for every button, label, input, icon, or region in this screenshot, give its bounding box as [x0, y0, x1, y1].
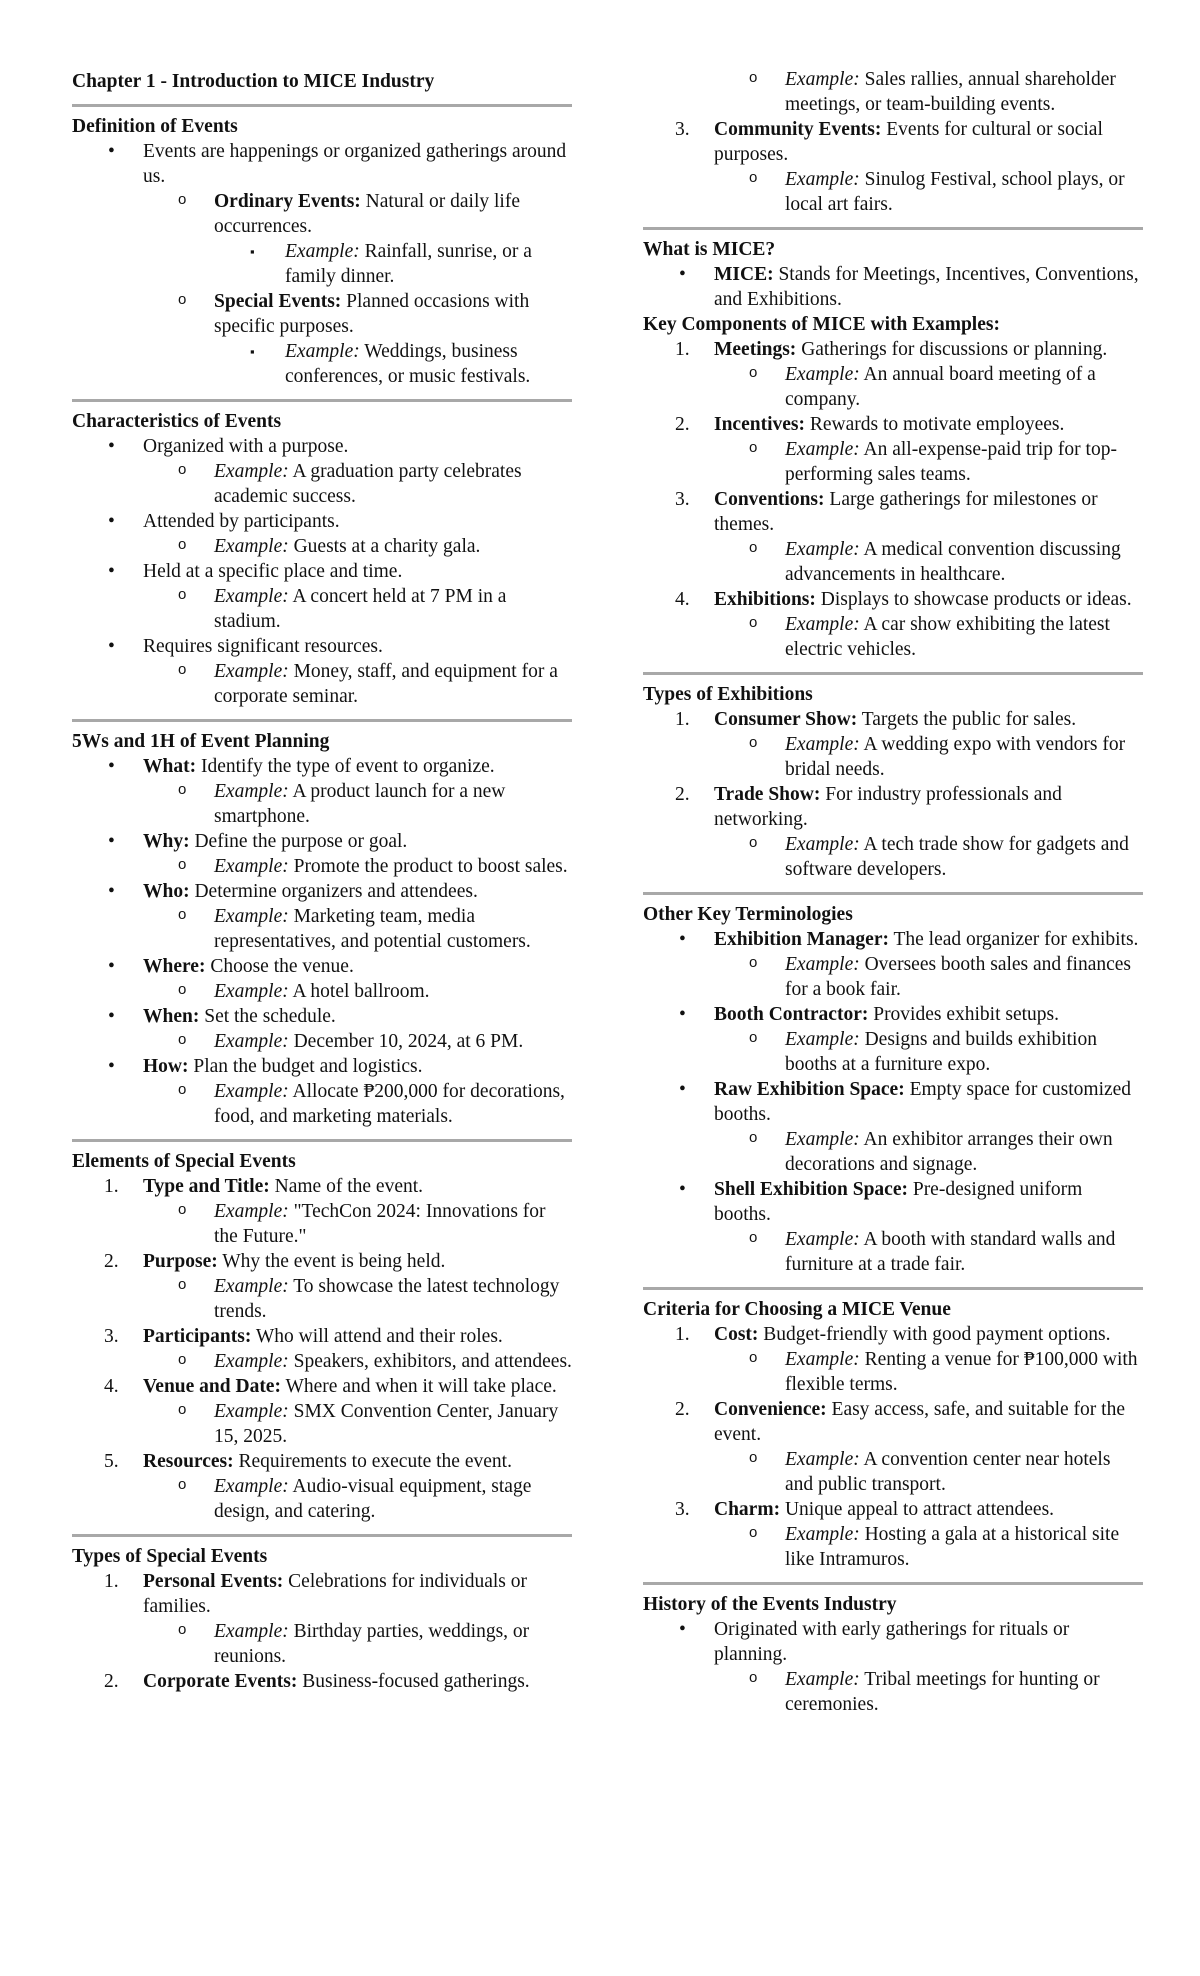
list-item: o Example: Oversees booth sales and finances for a book fair. [749, 954, 1132, 1000]
section-divider [72, 1534, 572, 1537]
list-item: • Booth Contractor: Provides exhibit setups. [679, 1004, 1060, 1025]
list-item: 1. Consumer Show: Targets the public for sales. [675, 709, 1077, 730]
list-item: o Example: Birthday parties, weddings, or reunions. [178, 1621, 530, 1667]
list-item: • When: Set the schedule. [108, 1006, 336, 1027]
section-heading: Elements of Special Events [72, 1151, 296, 1172]
list-item: o Example: Renting a venue for ₱100,000 with flexible terms. [749, 1349, 1138, 1395]
list-item: ▪ Example: Weddings, business conferences, or music festivals. [250, 341, 531, 387]
section-elements-special-events [72, 1149, 572, 1524]
list-item: o Example: Marketing team, media representatives, and potential customers. [178, 906, 531, 952]
list-item: • Where: Choose the venue. [108, 956, 354, 977]
list-item: o Example: A booth with standard walls and furniture at a trade fair. [749, 1229, 1116, 1275]
list-item: 5. Resources: Requirements to execute the event. [104, 1451, 512, 1472]
section-divider [643, 672, 1143, 675]
list-item: o Example: Sales rallies, annual shareholder meetings, or team-building events. [749, 69, 1116, 115]
list-item: o Ordinary Events: Natural or daily life occurrences. [72, 189, 572, 239]
list-item: o Example: A graduation party celebrates academic success. [178, 461, 522, 507]
list-item: 4. Venue and Date: Where and when it will take place. [104, 1376, 557, 1397]
section-heading: Characteristics of Events [72, 411, 282, 432]
list-item: • Why: Define the purpose or goal. [108, 831, 408, 852]
list-item: 3. Conventions: Large gatherings for milestones or themes. [675, 489, 1098, 535]
list-item: 1. Type and Title: Name of the event. [104, 1176, 424, 1197]
list-item: ▪ Example: Rainfall, sunrise, or a family dinner. [250, 241, 532, 287]
list-item: • MICE: Stands for Meetings, Incentives, Conventions, and Exhibitions. [679, 264, 1139, 310]
list-item: 2. Convenience: Easy access, safe, and suitable for the event. [675, 1399, 1125, 1445]
section-definition-of-events [72, 114, 572, 389]
section-types-of-exhibitions [643, 682, 1143, 882]
square-marker: ▪ [250, 244, 255, 259]
section-heading: Types of Exhibitions [643, 684, 813, 705]
left-column [72, 67, 572, 1694]
list-item: o Example: Designs and builds exhibition booths at a furniture expo. [749, 1029, 1097, 1075]
list-item: • Events are happenings or organized gatherings around us. [108, 141, 567, 187]
list-item: o Example: "TechCon 2024: Innovations for the Future." [178, 1201, 546, 1247]
list-item: o Example: Money, staff, and equipment for a corporate seminar. [178, 661, 558, 707]
list-item: o Example: A medical convention discussing advancements in healthcare. [749, 539, 1121, 585]
page-title: Chapter 1 - Introduction to MICE Industry [72, 71, 435, 92]
list-item: • Shell Exhibition Space: Pre-designed uniform booths. [679, 1179, 1083, 1225]
square-marker: ▪ [250, 344, 255, 359]
section-divider [643, 892, 1143, 895]
section-divider [643, 227, 1143, 230]
section-heading: Criteria for Choosing a MICE Venue [643, 1299, 951, 1320]
list-item: 1. Personal Events: Celebrations for individuals or families. [104, 1571, 527, 1617]
list-item: o Example: Sinulog Festival, school plays, or local art fairs. [749, 169, 1125, 215]
circle-marker: o [178, 191, 187, 208]
list-item: 3. Community Events: Events for cultural or social purposes. [675, 119, 1103, 165]
list-item: o Example: An all-expense-paid trip for top-performing sales teams. [749, 439, 1117, 485]
list-item: o Example: December 10, 2024, at 6 PM. [178, 1031, 524, 1052]
list-item: • Attended by participants. [108, 511, 340, 532]
section-divider [72, 399, 572, 402]
section-divider [643, 1287, 1143, 1290]
list-item: • Who: Determine organizers and attendees. [108, 881, 478, 902]
section-heading: History of the Events Industry [643, 1594, 897, 1615]
list-item: o Special Events: Planned occasions with specific purposes. [72, 289, 572, 339]
section-heading: Other Key Terminologies [643, 904, 853, 925]
list-item: o Example: A product launch for a new smartphone. [178, 781, 506, 827]
list-item: o Example: A convention center near hotels and public transport. [749, 1449, 1111, 1495]
section-key-terminologies [643, 902, 1143, 1277]
list-item: o Example: A tech trade show for gadgets and software developers. [749, 834, 1129, 880]
list-item: o Example: An exhibitor arranges their own decorations and signage. [749, 1129, 1113, 1175]
list-item: o Example: A concert held at 7 PM in a stadium. [178, 586, 507, 632]
list-item: o Example: Hosting a gala at a historical site like Intramuros. [749, 1524, 1120, 1570]
section-divider [72, 719, 572, 722]
list-item: o Example: A car show exhibiting the latest electric vehicles. [749, 614, 1110, 660]
list-item: o Example: To showcase the latest technology trends. [178, 1276, 560, 1322]
list-item: • How: Plan the budget and logistics. [108, 1056, 423, 1077]
section-heading: What is MICE? [643, 239, 776, 260]
list-item: 2. Trade Show: For industry professionals and networking. [675, 784, 1062, 830]
list-item: 3. Charm: Unique appeal to attract attendees. [675, 1499, 1055, 1520]
section-heading: Definition of Events [72, 116, 238, 137]
list-item: 1. Meetings: Gatherings for discussions or planning. [675, 339, 1108, 360]
section-heading: 5Ws and 1H of Event Planning [72, 731, 330, 752]
list-item: • Originated with early gatherings for rituals or planning. [679, 1619, 1070, 1665]
section-venue-criteria [643, 1297, 1143, 1572]
list-item: o Example: SMX Convention Center, January 15, 2025. [178, 1401, 559, 1447]
bullet-marker: • [108, 141, 115, 162]
list-item: • Held at a specific place and time. [108, 561, 403, 582]
list-item: 4. Exhibitions: Displays to showcase products or ideas. [675, 589, 1132, 610]
section-what-is-mice [643, 237, 1143, 662]
section-divider [72, 104, 572, 107]
list-item: • Requires significant resources. [108, 636, 383, 657]
section-characteristics [72, 409, 572, 709]
list-item: 2. Incentives: Rewards to motivate employees. [675, 414, 1065, 435]
list-item: o Example: Speakers, exhibitors, and attendees. [178, 1351, 572, 1372]
section-divider [643, 1582, 1143, 1585]
list-item: • Organized with a purpose. [108, 436, 349, 457]
list-item: o Example: A wedding expo with vendors for bridal needs. [749, 734, 1126, 780]
list-item: o Example: Allocate ₱200,000 for decorations, food, and marketing materials. [178, 1081, 565, 1127]
list-item: o Example: Promote the product to boost sales. [178, 856, 568, 877]
list-item: 2. Corporate Events: Business-focused gatherings. [104, 1671, 530, 1692]
list-item: 1. Cost: Budget-friendly with good payment options. [675, 1324, 1111, 1345]
list-item: 2. Purpose: Why the event is being held. [104, 1251, 446, 1272]
list-item: o Example: A hotel ballroom. [178, 981, 430, 1002]
section-heading: Types of Special Events [72, 1546, 268, 1567]
section-divider [72, 1139, 572, 1142]
list-item: o Example: Audio-visual equipment, stage design, and catering. [178, 1476, 532, 1522]
section-types-special-events [72, 1544, 572, 1694]
subsection-heading: Key Components of MICE with Examples: [643, 314, 1000, 335]
list-item: 3. Participants: Who will attend and their roles. [104, 1326, 503, 1347]
list-item: o Example: Tribal meetings for hunting or ceremonies. [749, 1669, 1100, 1715]
circle-marker: o [178, 291, 187, 308]
list-item: • Exhibition Manager: The lead organizer for exhibits. [679, 929, 1139, 950]
list-item: • Raw Exhibition Space: Empty space for customized booths. [679, 1079, 1132, 1125]
list-item: o Example: Guests at a charity gala. [178, 536, 481, 557]
right-column [643, 67, 1143, 1717]
section-history [643, 1592, 1143, 1717]
list-item: o Example: An annual board meeting of a company. [749, 364, 1096, 410]
section-5ws-1h [72, 729, 572, 1129]
list-item: • What: Identify the type of event to organize. [108, 756, 495, 777]
